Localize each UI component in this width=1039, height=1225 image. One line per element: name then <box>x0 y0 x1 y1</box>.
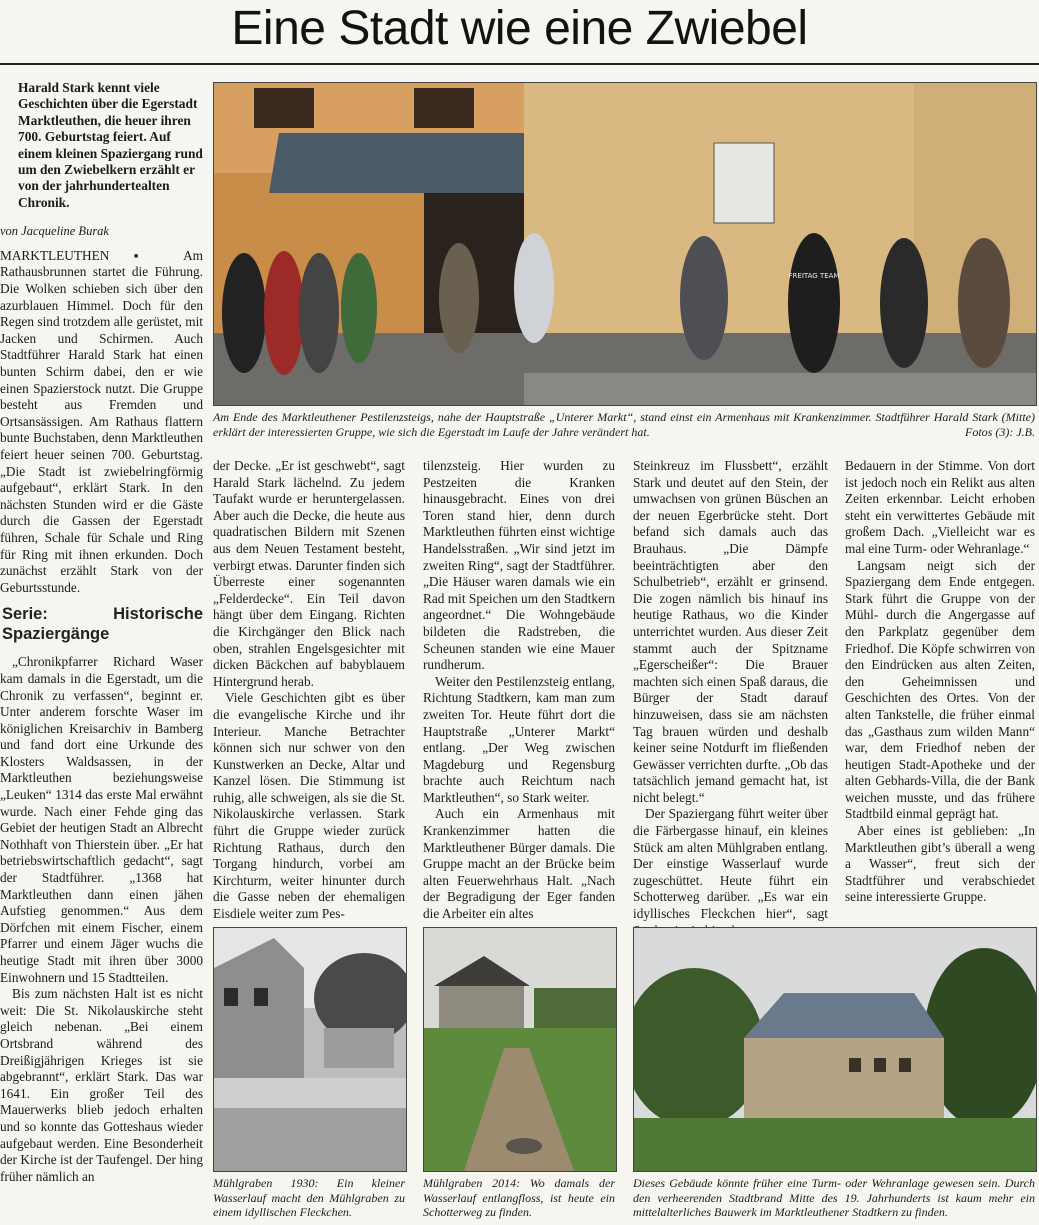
paragraph: Bedauern in der Stimme. Von dort ist jedoch noch ein Relikt aus alten Zeiten erkennbar. Leicht erhoben steht ein verwittertes Gebäude mit großem Dach. „Vielleicht war es mal eine Turm- oder Wehranlage.“ <box>845 458 1035 556</box>
teaser: Harald Stark kennt viele Geschichten über die Egerstadt Marktleuthen, die heuer ihren 700. Geburtstag feiert. Auf einem kleinen Spaziergang rund um den Zwiebelkern erzählt er von der jahrhundertealten Chronik. <box>18 80 203 210</box>
column-5 <box>845 458 1035 906</box>
dateline: MARKTLEUTHEN <box>0 247 110 263</box>
series-heading: Serie: Historische Spaziergänge <box>2 605 203 644</box>
headline-rule <box>0 63 1039 65</box>
paragraph: Der Spaziergang führt weiter über die Färbergasse hinauf, ein kleines Stück am alten Mühlgraben entlang. Der einstige Wasserlauf wurde zugeschüttet. Heute führt ein Schotterweg darüber. „Es war ein idyllisches Fleckchen hier“, sagt <box>633 806 828 922</box>
column-4 <box>633 458 828 939</box>
photo-old-building <box>633 927 1037 1172</box>
caption-main <box>213 410 1035 439</box>
byline: von Jacqueline Burak <box>0 224 109 239</box>
muehlgraben-2014-image <box>424 928 616 1171</box>
caption-main-text: Am Ende des Marktleuthener Pestilenzsteigs, nahe der Hauptstraße „Unterer Markt“, stand einst ein Armenhaus mit Krankenzimmer. Stadtführer Harald Stark (Mitte) erklärt der interessierten Gruppe, wie sich die Egerstadt im Laufe der Jahre verändert hat. <box>213 410 1035 439</box>
headline: Eine Stadt wie eine Zwiebel <box>231 2 808 55</box>
photo-credit: Fotos (3): J.B. <box>965 424 1035 439</box>
paragraph-text: Am Rathausbrunnen startet die Führung. Die Wolken schieben sich über den azurblauen Himmel. Doch für den Regen sind trotzdem alle gerüstet, mit Jacken und Schirmen. Auch Stadtführer Harald Stark hat einen bunten Schirm dabei, den er wie einen Spazierstock nutzt. Die Gruppe besteht aus Fremden und Ortsansässigen. Am Rathaus flattern bunte Buchstaben, denn Marktleuthen feiert heuer seinen 700. Geburtstag. „Die Stadt ist zwiebelringförmig aufgebaut“, erklärt Stark. In den nächsten Stunden wird er die Gäste durch die Gassen der Egerstadt führen, Schale für Schale und Ring für Ring mit ihnen erkunden. Doch zunächst erzählt Stark von der Geburtsstunde. <box>0 247 204 595</box>
paragraph: „Chronikpfarrer Richard Waser kam damals in die Egerstadt, um die Chronik zu verfassen“, beginnt er. Unter anderem forschte Waser im königlichen Kreisarchiv in Bamberg und fand dort eine Urkunde des Klosters Waldsassen, in der Marktleuthen beziehungsweise „Leuken“ 1314 das erste Mal erwähnt wurde. Nach einer Fehde ging das Gebiet der heutigen Stadt an Albrecht Nothhaft von Thierstein über. „Er hat betriebswirtschaftlich gedacht“, sagt der Stadtführer. „1368 hat Marktleuthen dann einen jähen Aufstieg genommen.“ Aus dem Dörfchen mit einem Fischer, einem Pfarrer und einem Jäger wuchs die heutige Stadt mit ihren über 3000 Einwohnern und 15 Stadtteilen. <box>0 654 203 985</box>
paragraph: Langsam neigt sich der Spaziergang dem Ende entgegen. Stark führt die Gruppe von der Mühl- durch die Angergasse auf den Parkplatz gegenüber dem Friedhof. Die Köpfe schwirren von den Eindrücken aus alten Zeiten, den Geheimnissen und Geschichten des Ortes. Von der alten Tankstelle, die früher einmal das „Gasthaus zum wilden Mann“ war, dem Friedhof neben der heutigen Stadt-Apotheke und der alten Gebhards-Villa, die der Bank weichen musste, und das frühere Stadtbild einmal geprägt hat. <box>845 557 1035 822</box>
paragraph: der Decke. „Er ist geschwebt“, sagt Harald Stark lächelnd. Zu jedem Taufakt wurde er heruntergelassen. Aber auch die Decke, die heute aus quadratischen Bildern mit Szenen aus dem Neuen Testament besteht, verbirgt etwas. Darunter finden sich Überreste einer sogenannten „Felderdecke“. Ein Teil davon hängt über dem Eingang. Richten die Kirchgänger den Blick nach oben, strahlen Engelsgesichter mit dicken Bäckchen auf babyblauem Hintergrund herab. <box>213 458 405 689</box>
column-1 <box>0 80 203 1185</box>
paragraph: Weiter den Pestilenzsteig entlang, Richtung Stadtkern, kam man zum zweiten Tor. Heute führt dort die Hauptstraße „Unterer Markt“ entlang. „Der Weg zwischen Magdeburg und Regensburg brachte auch Reichtum nach Marktleuthen“, so Stark weiter. <box>423 673 615 805</box>
caption-1930: Mühlgraben 1930: Ein kleiner Wasserlauf macht den Mühlgraben zu einem idyllischen Fleckchen. <box>213 1176 405 1220</box>
caption-2014: Mühlgraben 2014: Wo damals der Wasserlauf entlangfloss, ist heute ein Schotterweg zu finden. <box>423 1176 615 1220</box>
paragraph: Viele Geschichten gibt es über die evangelische Kirche und ihr Interieur. Manche Betrachter können sich nur schwer von den Kunstwerken an Decke, Altar und Kanzel lösen. Die Stimmung ist ruhig, alle schweigen, als sie die St. Nikolauskirche verlassen. Stark führt die Gruppe wieder zurück Richtung Rathaus, durch den Torgang hindurch, vorbei am Kirchturm, weiter hinunter durch die Gasse neben der ehemaligen Eisdiele weiter zum Pes- <box>213 690 405 922</box>
group-tour-image <box>214 83 1036 405</box>
hoodie-print: FREITAG TEAM <box>788 272 840 280</box>
paragraph: Auch ein Armenhaus mit Krankenzimmer hatten die Marktleuthener Bürger damals. Die Gruppe macht an der Brücke beim alten Feuerwehrhaus Halt. „Nach der Begradigung der Eger fanden die Arbeiter ein altes <box>423 806 615 922</box>
paragraph: Aber eines ist geblieben: „In Marktleuthen gibt’s überall a weng a Wasser“, freut sich der Stadtführer und verabschiedet seine interessierte Gruppe. <box>845 823 1035 905</box>
paragraph <box>0 248 203 596</box>
paragraph: tilenzsteig. Hier wurden zu Pestzeiten die Kranken hinausgebracht. Eines von drei Toren stand hier, denn durch Marktleuthen führten einst wichtige Handelsstraßen. „Wir sind jetzt im zweiten Ring“, sagt der Stadtführer. „Die Häuser waren damals wie ein Rad mit Speichen um den Stadtkern angeordnet.“ Die Wohngebäude bildeten die Radstreben, die Scheunen standen wie eine Mauer rundherum. <box>423 458 615 673</box>
caption-old-building: Dieses Gebäude könnte früher eine Turm- oder Wehranlage gewesen sein. Durch den verheerenden Stadtbrand Mitte des 19. Jahrhunderts ist kaum mehr ein mittelalterliches Bauwerk im Marktleuthener Stadtkern zu finden. <box>633 1176 1035 1220</box>
old-building-image <box>634 928 1036 1171</box>
paragraph: Bis zum nächsten Halt ist es nicht weit: Die St. Nikolauskirche steht gleich nebenan. „Bei einem Ortsbrand während des Dreißigjährigen Krieges ist sie abgebrannt“, erklärt Stark. Das war 1641. Ein großer Teil des Mauerwerks blieb jedoch erhalten und so konnte das Gotteshaus wieder aufgebaut werden. Eine Besonderheit der Kirche ist der Taufengel. Der hing früher nämlich an <box>0 986 203 1184</box>
photo-muehlgraben-1930 <box>213 927 407 1172</box>
main-photo-group-tour <box>213 82 1037 406</box>
paragraph: Steinkreuz im Flussbett“, erzählt Stark und deutet auf den Stein, der umwachsen von grünen Büschen an der neuen Egerbrücke steht. Dort befand sich damals auch das Brauhaus. „Die Dämpfe beeinträchtigten aber den Schulbetrieb“, erzählt er grinsend. Die zogen nämlich bis hinauf ins heutige Rathaus, wo die Kinder unterrichtet wurden. Aus dieser Zeit stammt auch der Spitzname „Egerscheißer“: Die Brauer machten sich einen Spaß daraus, die Bürger der Stadt darauf hinzuweisen, dass sie am nächsten Tag brauen würden und deshalb keiner seine Notdurft im fließenden Gewässer verrichten durfte. „Ob das tatsächlich jemand gemacht hat, ist nicht belegt.“ <box>633 458 828 805</box>
column-3 <box>423 458 615 923</box>
column-2 <box>213 458 405 923</box>
dateline-marker: ▪ <box>133 247 160 263</box>
photo-muehlgraben-2014 <box>423 927 617 1172</box>
muehlgraben-1930-image <box>214 928 406 1171</box>
